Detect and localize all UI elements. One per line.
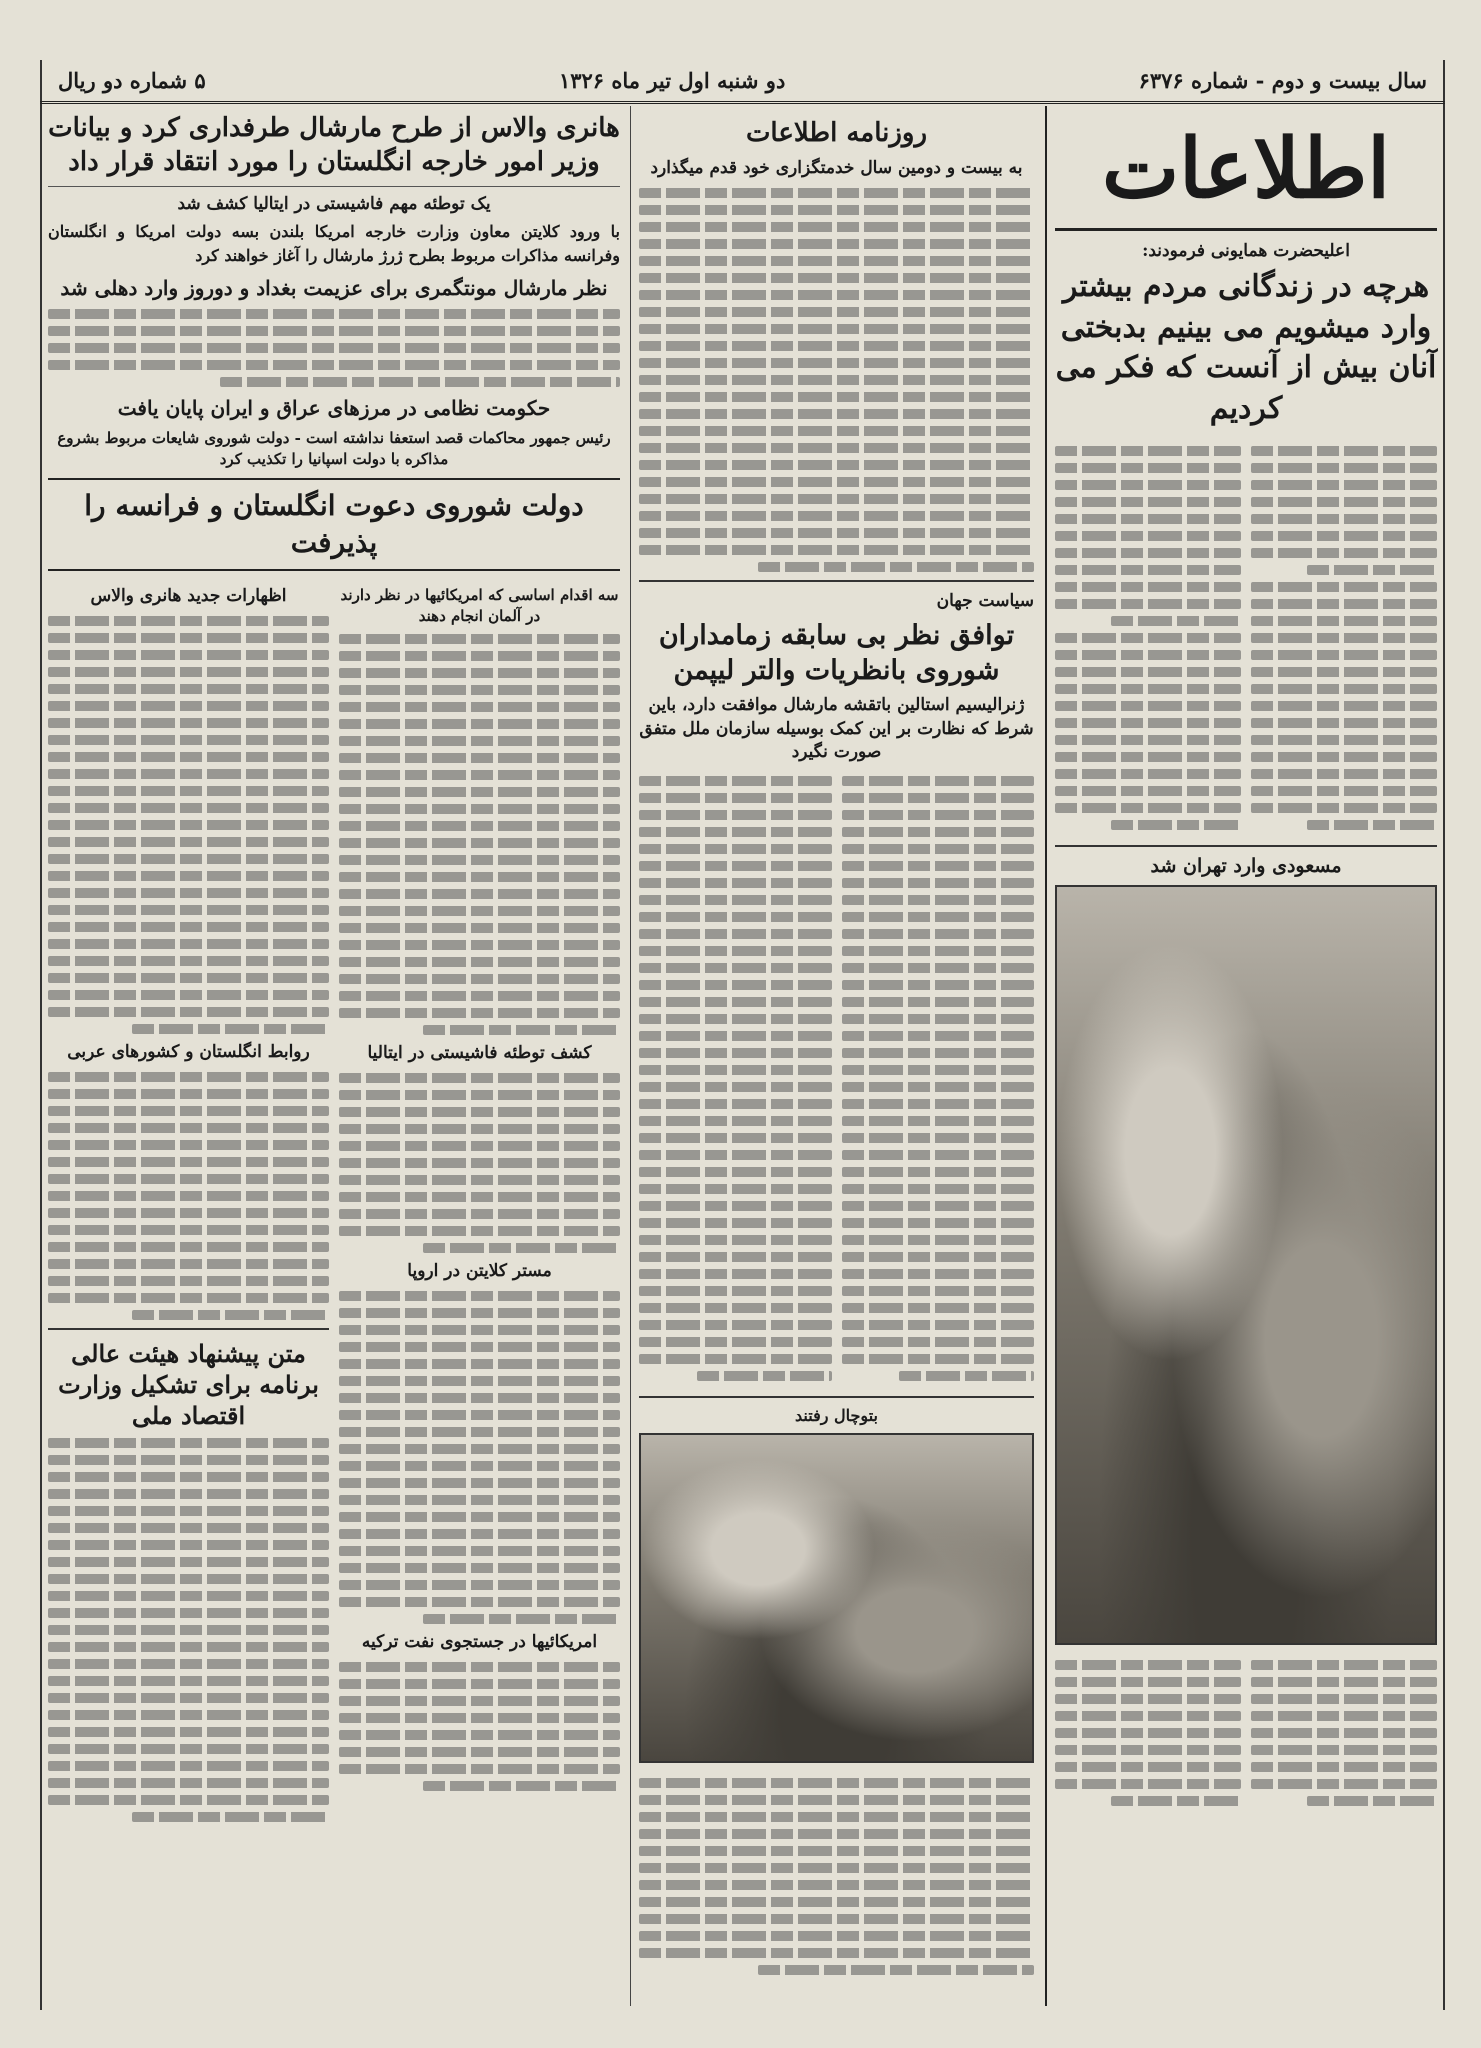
lead-photo-caption: مسعودی وارد تهران شد (1150, 855, 1342, 878)
world-subheadline: ژنرالیسیم استالین باتقشه مارشال موافقت دارد، باین شرط که نظارت بر این کمک بوسیله سازمان ملل متفق صورت نگیرد (639, 694, 1034, 763)
lead-photo (1055, 885, 1437, 1645)
lead-intro: اعلیحضرت همایونی فرمودند: (1142, 241, 1350, 262)
world-section-label: سیاست جهان (936, 590, 1034, 611)
main-headline-2: دولت شوروی دعوت انگلستان و فرانسه را پذیرفت (84, 489, 584, 559)
bottom-headline: متن پیشنهاد هیئت عالی برنامه برای تشکیل وزارت اقتصاد ملی (58, 1338, 319, 1431)
sub-right-heading: اظهارات جدید هانری والاس (90, 586, 287, 607)
sub6-heading: امریکائیها در جستجوی نفت ترکیه (361, 1631, 598, 1652)
main-headline: هانری والاس از طرح مارشال طرفداری کرد و بیانات وزیر امور خارجه انگلستان را مورد انتقاد قرار داد (48, 113, 620, 177)
issue-date: دو شنبه اول تیر ماه ۱۳۲۶ (558, 68, 786, 93)
editorial-subtitle: به بیست و دومین سال خدمتگزاری خود قدم میگذارد (650, 158, 1023, 179)
main-item-1: یک توطئه مهم فاشیستی در ایتالیا کشف شد (177, 193, 491, 214)
world-headline: توافق نظر بی سابقه زمامداران شوروی بانظریات والتر لیپمن (658, 619, 1015, 686)
column-main-news (40, 106, 628, 2006)
main-item-5: رئیس جمهور محاکمات قصد استعفا نداشته است - دولت شوروی شایعات مربوط بشروع مذاکره با دولت اسپانیا را تکذیب کرد (57, 429, 611, 469)
top-bar (40, 60, 1445, 104)
sub3-heading: روابط انگلستان و کشورهای عربی (67, 1041, 310, 1062)
world-photo (639, 1433, 1034, 1763)
issue-number: سال بیست و دوم - شماره ۶۳۷۶ (1138, 68, 1427, 93)
world-photo-caption: بتوچال رفتند (795, 1406, 878, 1426)
column-editorial (630, 106, 1042, 2006)
sub4-heading: کشف توطئه فاشیستی در ایتالیا (367, 1043, 592, 1064)
sub-left-heading: سه اقدام اساسی که امریکائیها در نظر دارند در آلمان انجام دهند (340, 586, 619, 626)
issue-price: ۵ شماره دو ریال (58, 68, 206, 93)
masthead-title: اطلاعات (1055, 112, 1437, 231)
main-item-3: نظر مارشال مونتگمری برای عزیمت بغداد و دوروز وارد دهلی شد (60, 276, 608, 301)
main-item-2: با ورود کلایتن معاون وزارت خارجه امریکا بلندن بسه دولت امریکا و انگلستان وفرانسه مذاکرات مربوط بطرح ژرژ مارشال را آغاز خواهند کرد (48, 222, 620, 266)
column-masthead (1045, 106, 1445, 2006)
lead-quote: هرچه در زندگانی مردم بیشتر وارد میشویم می بینیم بدبختی آنان بیش از آنست که فکر می کردیم (1055, 269, 1437, 426)
sub5-heading: مستر کلایتن در اروپا (407, 1260, 552, 1281)
main-item-4: حکومت نظامی در مرزهای عراق و ایران پایان یافت (117, 396, 551, 421)
editorial-title: روزنامه اطلاعات (745, 118, 928, 148)
